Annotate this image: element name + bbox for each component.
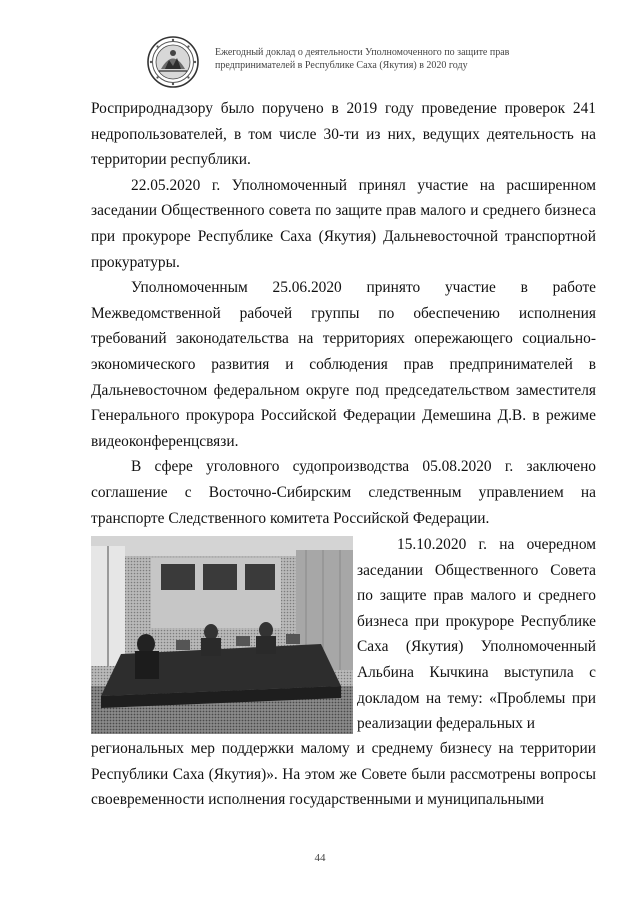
figure-wrapped-text: 15.10.2020 г. на очередном заседании Общественного Совета по защите прав малого и среднего бизнеса при прокуроре Республике Саха (Якутия) Уполномоченный Альбина Кычкина выступила с докладом на тему: «Проблемы при реализации федеральных и	[357, 536, 596, 733]
meeting-room-photo	[91, 536, 353, 734]
paragraph-4: В сфере уголовного судопроизводства 05.08.2020 г. заключено соглашение с Восточно-Сибирским следственным управлением на транспорте Следственного комитета Российской Федерации.	[91, 458, 596, 527]
header-title	[215, 46, 555, 72]
document-body	[91, 96, 596, 813]
paragraph-1: Росприроднадзору было поручено в 2019 году проведение проверок 241 недропользователей, в том числе 30-ти из них, ведущих деятельность на территории республики.	[91, 100, 596, 169]
paragraph-continuation: региональных мер поддержки малому и среднему бизнесу на территории Республики Саха (Якутия)». На этом же Совете были рассмотрены вопросы своевременности исполнения государственными и муниципальными	[91, 740, 596, 809]
paragraph-2: 22.05.2020 г. Уполномоченный принял участие на расширенном заседании Общественного совета по защите прав малого и среднего бизнеса при прокуроре Республике Саха (Якутия) Дальневосточной транспортной прокуратуры.	[91, 176, 596, 271]
header-line-1: Ежегодный доклад о деятельности Уполномоченного по защите прав	[215, 47, 510, 58]
header-line-2: предпринимателей в Республике Саха (Якутия) в 2020 году	[215, 60, 468, 71]
paragraph-3: Уполномоченным 25.06.2020 принято участие в работе Межведомственной рабочей группы по обеспечению исполнения требований законодательства на территориях опережающего социально-экономического развития и соблюдения прав предпринимателей в Дальневосточном федеральном округе под председательством заместителя Генерального прокурора Российской Федерации Демешина Д.В. в режиме видеоконференцсвязи.	[91, 279, 596, 450]
page-number: 44	[314, 852, 326, 864]
page-header	[147, 34, 567, 94]
coat-of-arms-icon	[147, 36, 199, 88]
photo-illustration	[91, 536, 353, 734]
figure-with-text	[91, 532, 596, 736]
